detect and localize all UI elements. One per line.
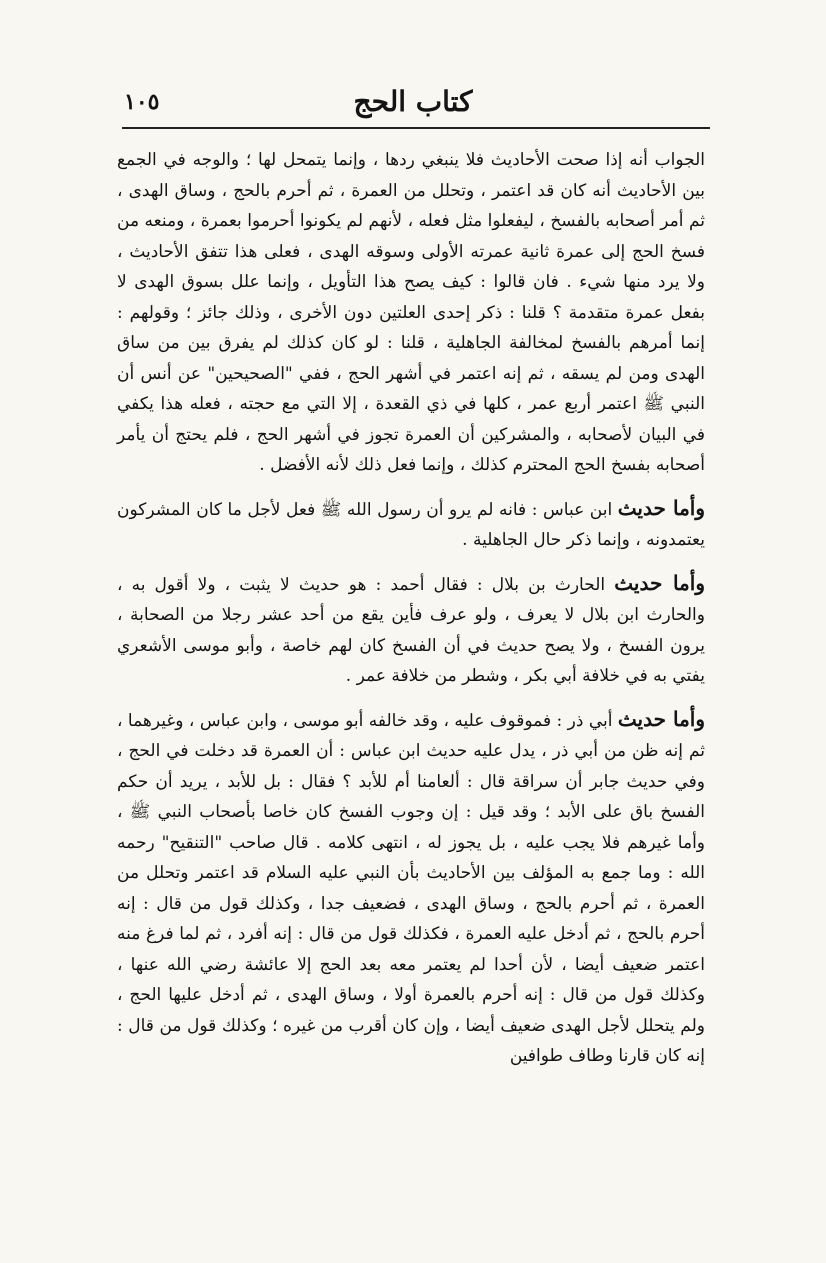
paragraph-3-text: الحارث بن بلال : فقال أحمد : هو حديث لا يثبت ، ولا أقول به ، والحارث ابن بلال لا يعرف ، ولو عرف فأين يقع من أحد عشر رجلا من الصحابة ، يرون الفسخ ، ولا يصح حديث في أن الفسخ كان لهم خاصة ، وأبو موسى الأشعري يفتي به في خلافة أبي بكر ، وشطر من خلافة عمر . [117,574,705,686]
page-number: ١٠٥ [124,89,160,115]
paragraph-3 [117,568,705,692]
running-title: كتاب الحج [353,85,473,118]
paragraph-4-text: أبي ذر : فموقوف عليه ، وقد خالفه أبو موسى ، وابن عباس ، وغيرهما ، ثم إنه ظن من أبي ذر ، يدل عليه حديث ابن عباس : أن العمرة قد دخلت في الحج ، وفي حديث جابر أن سراقة قال : ألعامنا أم للأبد ؟ فقال : بل للأبد ، يريد أن حكم الفسخ باق على الأبد ؛ وقد قيل : إن وجوب الفسخ كان خاصا بأصحاب النبي ﷺ ، وأما غيرهم فلا يجب عليه ، بل يجوز له ، انتهى كلامه . قال صاحب "التنقيح" رحمه الله : وما جمع به المؤلف بين الأحاديث بأن النبي عليه السلام قد اعتمر وتحلل من العمرة ، ثم أحرم بالحج ، وساق الهدى ، فضعيف جدا ، وكذلك قول من قال : إنه أحرم بالحج ، ثم أدخل عليه العمرة ، فكذلك قول من قال : إنه أفرد ، ثم لما فرغ منه اعتمر ضعيف أيضا ، لأن أحدا لم يعتمر معه بعد الحج إلا عائشة رضي الله عنها ، وكذلك قول من قال : إنه أحرم بالعمرة أولا ، وساق الهدى ، ثم أدخل عليها الحج ، ولم يتحلل لأجل الهدى ضعيف أيضا ، وإن كان أقرب من غيره ؛ وكذلك قول من قال : إنه كان قارنا وطاف طوافين [117,710,705,1066]
paragraph-2 [117,493,705,556]
paragraph-1 [117,145,705,481]
paragraph-2-text: ابن عباس : فانه لم يرو أن رسول الله ﷺ فعل لأجل ما كان المشركون يعتمدونه ، وإنما ذكر حال الجاهلية . [117,499,705,550]
page-header [118,84,708,128]
paragraph-4 [117,704,705,1072]
paragraph-4-lead: وأما حديث [617,706,705,731]
page-content [117,145,705,1072]
paragraph-2-lead: وأما حديث [617,495,705,520]
paragraph-3-lead: وأما حديث [614,570,705,595]
paragraph-1-text: الجواب أنه إذا صحت الأحاديث فلا ينبغي ردها ، وإنما يتمحل لها ؛ والوجه في الجمع بين الأحاديث أنه كان قد اعتمر ، وتحلل من العمرة ، ثم أحرم بالحج ، وساق الهدى ، ثم أمر أصحابه بالفسخ ، ليفعلوا مثل فعله ، لأنهم لم يكونوا أحرموا بعمرة ، ومنعه من فسخ الحج إلى عمرة ثانية عمرته الأولى وسوقه الهدى ، فعلى هذا تتفق الأحاديث ، ولا يرد منها شيء . فان قالوا : كيف يصح هذا التأويل ، وإنما علل بسوق الهدى لا بفعل عمرة متقدمة ؟ قلنا : ذكر إحدى العلتين دون الأخرى ، وذلك جائز ؛ وقولهم : إنما أمرهم بالفسخ لمخالفة الجاهلية ، قلنا : لو كان كذلك لم يفرق بين من ساق الهدى ومن لم يسقه ، ثم إنه اعتمر في أشهر الحج ، ففي "الصحيحين" عن أنس أن النبي ﷺ اعتمر أربع عمر ، كلها في ذي القعدة ، إلا التي مع حجته ، فعله هذا يكفي في البيان لأصحابه ، والمشركين أن العمرة تجوز في أشهر الحج ، فلم يحتج أن يأمر أصحابه بفسخ الحج المحترم كذلك ، وإنما فعل ذلك لأنه الأفضل . [117,150,705,475]
header-rule [122,127,710,129]
